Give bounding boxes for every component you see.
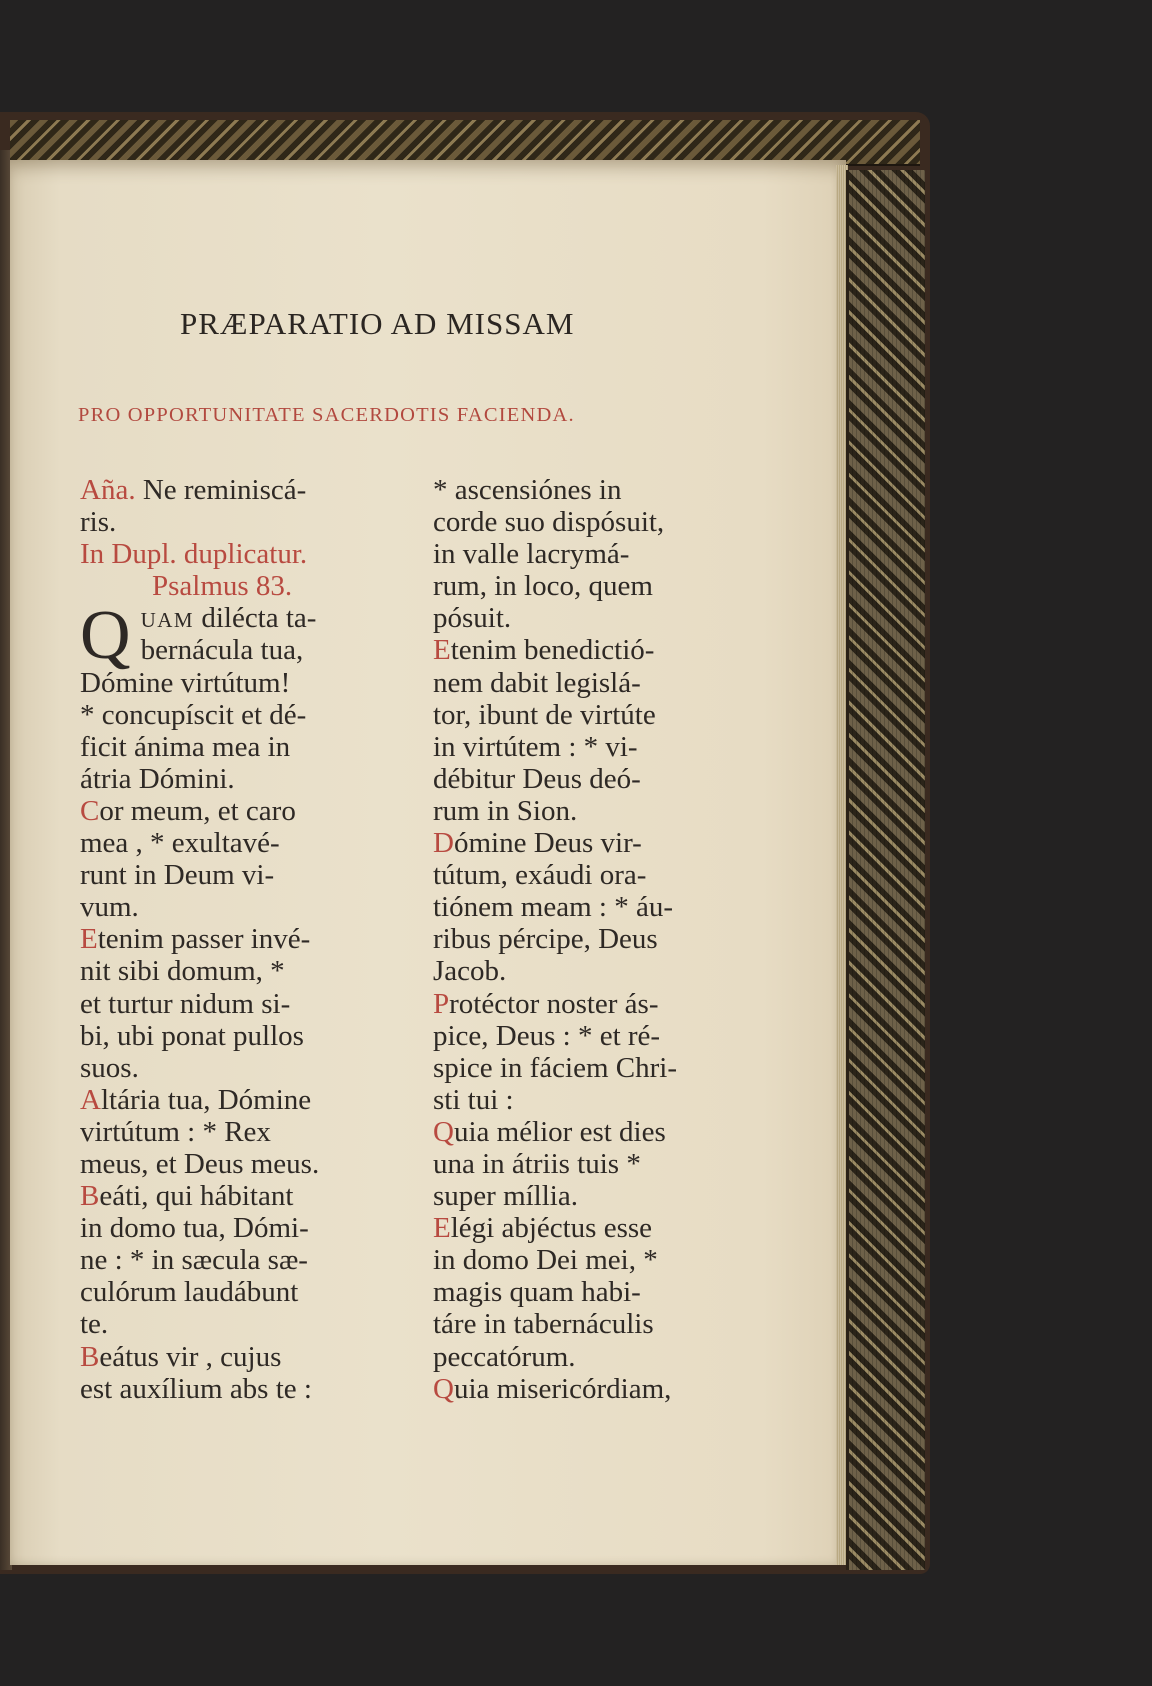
line-text: * ascensiónes in: [433, 474, 622, 506]
text-line: [433, 859, 765, 891]
line-text: in domo tua, Dómi-: [80, 1212, 309, 1245]
text-line: [80, 1148, 410, 1180]
line-text: ficit ánima mea in: [80, 730, 291, 763]
text-line: [80, 1020, 410, 1052]
line-text: ne : * in sæcula sæ-: [80, 1244, 308, 1277]
line-text: culórum laudábunt: [80, 1276, 299, 1309]
text-line: [433, 1180, 765, 1212]
line-text: Dómine virtútum!: [80, 666, 291, 699]
line-text: tor, ibunt de virtúte: [433, 698, 656, 731]
line-text: virtútum : * Rex: [80, 1115, 271, 1148]
line-text: débitur Deus deó-: [433, 762, 641, 795]
rubric-text: In Dupl. duplicatur.: [80, 538, 308, 571]
psalm-heading-text: Psalmus 83.: [152, 570, 293, 603]
text-line: [80, 827, 410, 859]
line-text: Elégi abjéctus esse: [433, 1212, 653, 1245]
text-line: [433, 634, 765, 666]
line-text: corde suo dispósuit,: [433, 506, 665, 539]
line-text: pósuit.: [433, 602, 512, 635]
line-text: peccatórum.: [433, 1340, 576, 1373]
text-line: [433, 1212, 765, 1244]
line-text: tiónem meam : * áu-: [433, 891, 673, 924]
line-text: una in átriis tuis *: [433, 1147, 641, 1180]
text-line: [433, 1148, 765, 1180]
text-line: [80, 1373, 410, 1405]
antiphon-text: Ne reminiscá-: [142, 474, 307, 506]
antiphon-line: [80, 474, 410, 506]
line-text: in virtútem : * vi-: [433, 730, 638, 763]
line-text: Etenim passer invé-: [80, 923, 311, 956]
line-text: super míllia.: [433, 1180, 578, 1213]
line-text: * concupíscit et dé-: [80, 698, 307, 731]
text-line: [80, 1084, 410, 1116]
text-line: [80, 1276, 410, 1308]
text-line: [141, 634, 410, 666]
text-line: [80, 1212, 410, 1244]
line-text: in valle lacrymá-: [433, 538, 630, 571]
text-line: [433, 699, 765, 731]
line-text: nem dabit legislá-: [433, 666, 641, 699]
line-text: magis quam habi-: [433, 1276, 641, 1309]
text-line: [433, 1341, 765, 1373]
text-line: [433, 763, 765, 795]
line-text: Protéctor noster ás-: [433, 987, 659, 1020]
psalm-opening: [80, 597, 410, 675]
text-line: [433, 795, 765, 827]
rubric: [80, 538, 410, 570]
text-line: [80, 1180, 410, 1212]
antiphon-label: Aña.: [80, 474, 136, 506]
line-text: bi, ubi ponat pullos: [80, 1019, 304, 1052]
page-title: PRÆPARATIO AD MISSAM: [180, 306, 575, 341]
line-text: átria Dómini.: [80, 762, 235, 795]
line-text: rum, in loco, quem: [433, 570, 653, 603]
text-line: [433, 1276, 765, 1308]
text-line: [433, 1020, 765, 1052]
text-line: [80, 1244, 410, 1276]
left-column: [80, 474, 410, 1405]
line-text: Cor meum, et caro: [80, 794, 296, 827]
line-text: meus, et Deus meus.: [80, 1147, 320, 1180]
text-line: [433, 988, 765, 1020]
text-line: [433, 570, 765, 602]
line-text: te.: [80, 1308, 109, 1341]
text-line: [433, 1116, 765, 1148]
text-line: [80, 955, 410, 987]
text-line: [433, 506, 765, 538]
line-text: bernácula tua,: [140, 634, 304, 667]
text-line: [433, 602, 765, 634]
text-line: [80, 795, 410, 827]
gilt-fore-edge: [846, 170, 925, 1570]
line-text: Dómine Deus vir-: [433, 827, 642, 860]
line-text: táre in tabernáculis: [433, 1308, 654, 1341]
line-text: suos.: [80, 1051, 139, 1084]
line-text: et turtur nidum si-: [80, 987, 291, 1020]
text-line: [80, 1341, 410, 1373]
line-text: UAM dilécta ta-: [140, 602, 317, 635]
text-line: [433, 1244, 765, 1276]
text-line: [80, 1308, 410, 1340]
line-text: in domo Dei mei, *: [433, 1244, 658, 1277]
line-text: runt in Deum vi-: [80, 859, 275, 892]
line-text: Quia misericórdiam,: [433, 1372, 672, 1405]
line-text: Quia mélior est dies: [433, 1115, 666, 1148]
line-text: Altária tua, Dómine: [80, 1083, 312, 1116]
line-text: Jacob.: [433, 955, 507, 988]
text-line: [433, 1373, 765, 1405]
line-text: vum.: [80, 891, 139, 924]
text-line: [80, 859, 410, 891]
text-line: [433, 667, 765, 699]
line-text: Etenim benedictió-: [433, 634, 655, 667]
text-line: [80, 763, 410, 795]
text-line: [433, 955, 765, 987]
text-line: [433, 474, 765, 506]
text-line: [141, 602, 410, 634]
antiphon-cont: ris.: [80, 506, 117, 539]
text-line: [80, 506, 410, 538]
text-line: [80, 988, 410, 1020]
line-text: ribus pércipe, Deus: [433, 923, 658, 956]
text-line: [433, 1308, 765, 1340]
text-line: [80, 699, 410, 731]
text-line: [80, 891, 410, 923]
text-line: [433, 923, 765, 955]
text-line: [80, 731, 410, 763]
line-text: spice in fáciem Chri-: [433, 1051, 677, 1084]
text-line: [433, 731, 765, 763]
text-line: [80, 1052, 410, 1084]
line-text: pice, Deus : * et ré-: [433, 1019, 661, 1052]
text-line: [80, 1116, 410, 1148]
text-line: [433, 891, 765, 923]
line-text: sti tui :: [433, 1083, 514, 1116]
line-text: Beáti, qui hábitant: [80, 1180, 294, 1213]
line-text: mea , * exultavé-: [80, 827, 280, 860]
right-column: [433, 474, 765, 1405]
line-text: est auxílium abs te :: [80, 1372, 312, 1405]
text-line: [433, 1084, 765, 1116]
text-line: [433, 538, 765, 570]
page-subtitle: PRO OPPORTUNITATE SACERDOTIS FACIENDA.: [78, 404, 575, 426]
line-text: nit sibi domum, *: [80, 955, 285, 988]
text-line: [433, 1052, 765, 1084]
line-text: rum in Sion.: [433, 794, 578, 827]
drop-cap: Q: [80, 597, 131, 675]
text-line: [433, 827, 765, 859]
line-text: tútum, exáudi ora-: [433, 859, 647, 892]
line-text: Beátus vir , cujus: [80, 1340, 282, 1373]
text-line: [80, 923, 410, 955]
